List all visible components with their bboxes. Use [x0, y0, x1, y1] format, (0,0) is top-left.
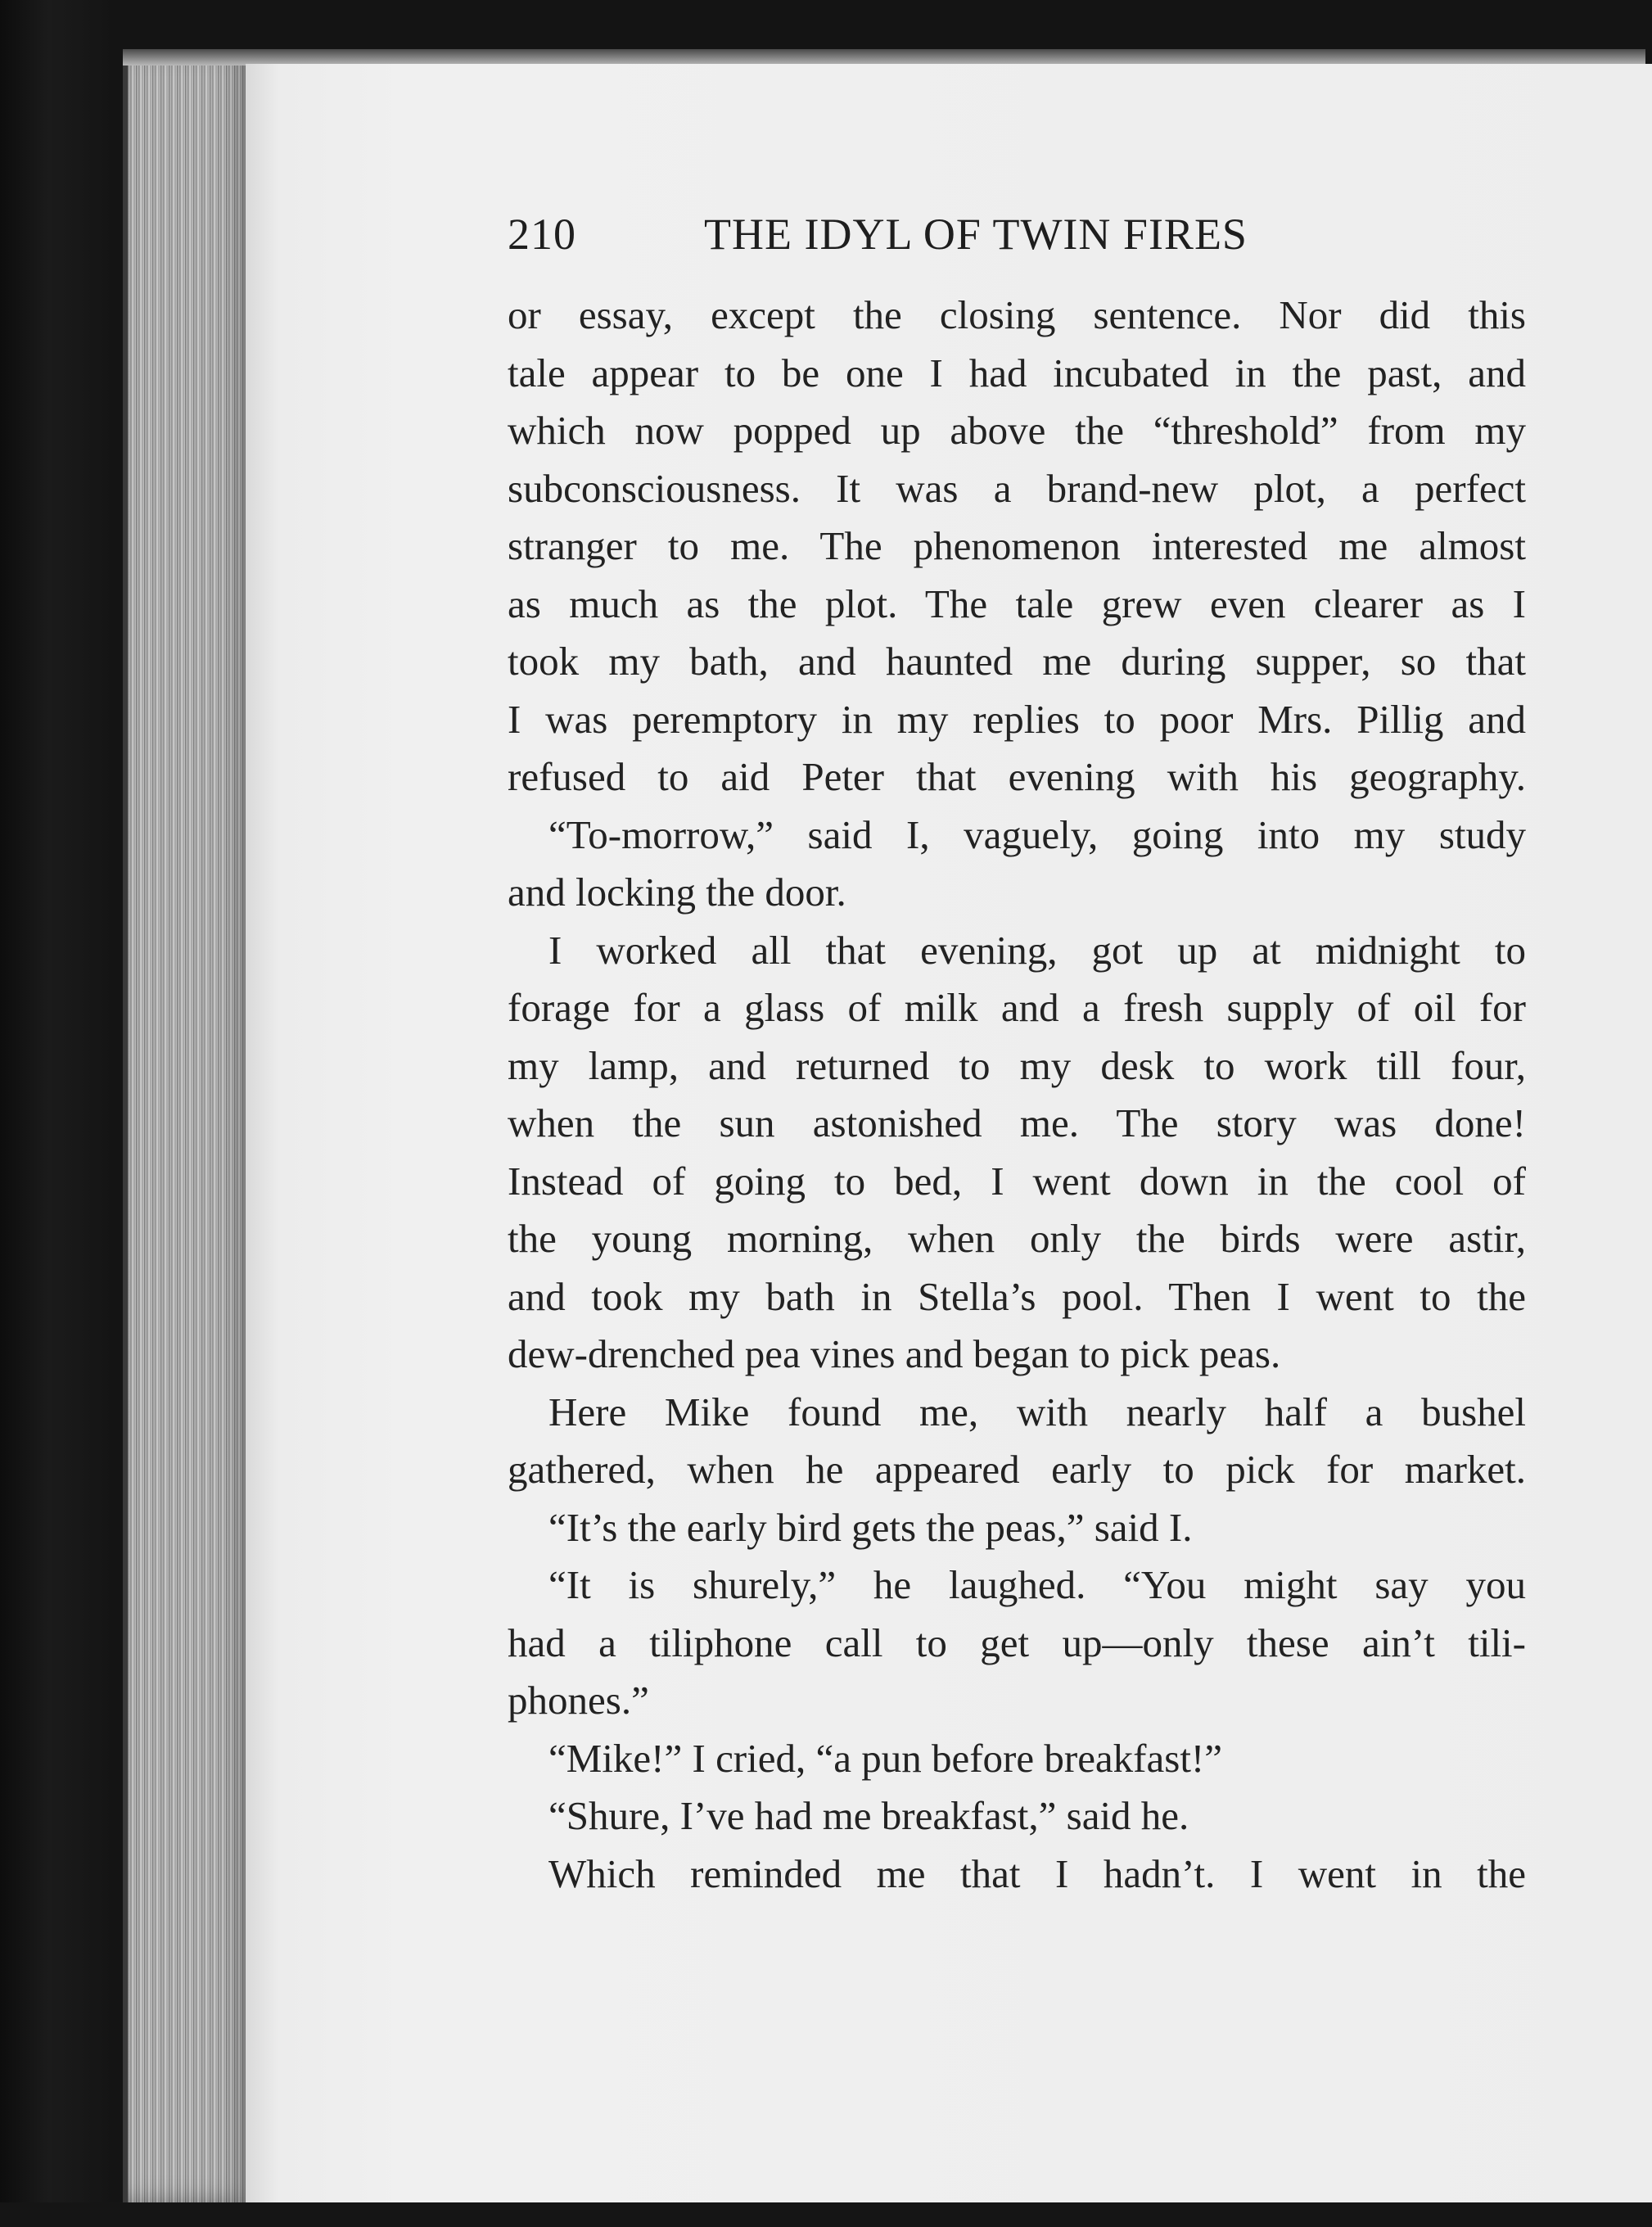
- text-line: subconsciousness. It was a brand-new plot, a perfect: [508, 465, 1526, 511]
- text-line: I was peremptory in my replies to poor Mrs. Pillig and: [508, 696, 1526, 742]
- text-line: Here Mike found me, with nearly half a bushel: [548, 1389, 1526, 1434]
- page-number: 210: [508, 210, 576, 259]
- text-line: phones.”: [508, 1678, 649, 1723]
- running-title: THE IDYL OF TWIN FIRES: [704, 210, 1248, 259]
- text-line: forage for a glass of milk and a fresh supply of oil for: [508, 985, 1526, 1030]
- text-line: and locking the door.: [508, 870, 846, 915]
- page-header: [508, 209, 1334, 266]
- text-line: had a tiliphone call to get up—only these ain’t tili-: [508, 1619, 1526, 1665]
- text-line: or essay, except the closing sentence. Nor did this: [508, 292, 1526, 337]
- text-line: tale appear to be one I had incubated in the past, and: [508, 350, 1526, 395]
- text-line: and took my bath in Stella’s pool. Then I went to the: [508, 1273, 1526, 1319]
- book-top-edge: [123, 49, 1645, 66]
- text-line: refused to aid Peter that evening with his geography.: [508, 754, 1526, 799]
- text-line: dew-drenched pea vines and began to pick peas.: [508, 1331, 1281, 1376]
- body-text: [508, 287, 1526, 1903]
- text-line: when the sun astonished me. The story was done!: [508, 1100, 1526, 1145]
- text-line: stranger to me. The phenomenon interested me almost: [508, 523, 1526, 568]
- text-line: as much as the plot. The tale grew even clearer as I: [508, 580, 1526, 626]
- text-line: my lamp, and returned to my desk to work till four,: [508, 1042, 1526, 1088]
- text-line: “Mike!” I cried, “a pun before breakfast!”: [548, 1735, 1222, 1781]
- text-line: which now popped up above the “threshold” from my: [508, 408, 1526, 453]
- text-line: gathered, when he appeared early to pick for market.: [508, 1447, 1526, 1492]
- text-line: Instead of going to bed, I went down in the cool of: [508, 1158, 1526, 1204]
- text-line: took my bath, and haunted me during supper, so that: [508, 639, 1526, 684]
- text-line: “Shure, I’ve had me breakfast,” said he.: [548, 1793, 1189, 1838]
- text-line: “To-morrow,” said I, vaguely, going into my study: [548, 811, 1526, 857]
- scan-bottom-border: [0, 2202, 1652, 2227]
- text-line: “It is shurely,” he laughed. “You might say you: [548, 1562, 1526, 1607]
- text-line: the young morning, when only the birds were astir,: [508, 1216, 1526, 1261]
- book-page-edges: [123, 49, 255, 2202]
- text-line: Which reminded me that I hadn’t. I went in the: [548, 1850, 1526, 1896]
- text-line: I worked all that evening, got up at midnight to: [548, 927, 1526, 973]
- text-line: “It’s the early bird gets the peas,” said I.: [548, 1504, 1193, 1550]
